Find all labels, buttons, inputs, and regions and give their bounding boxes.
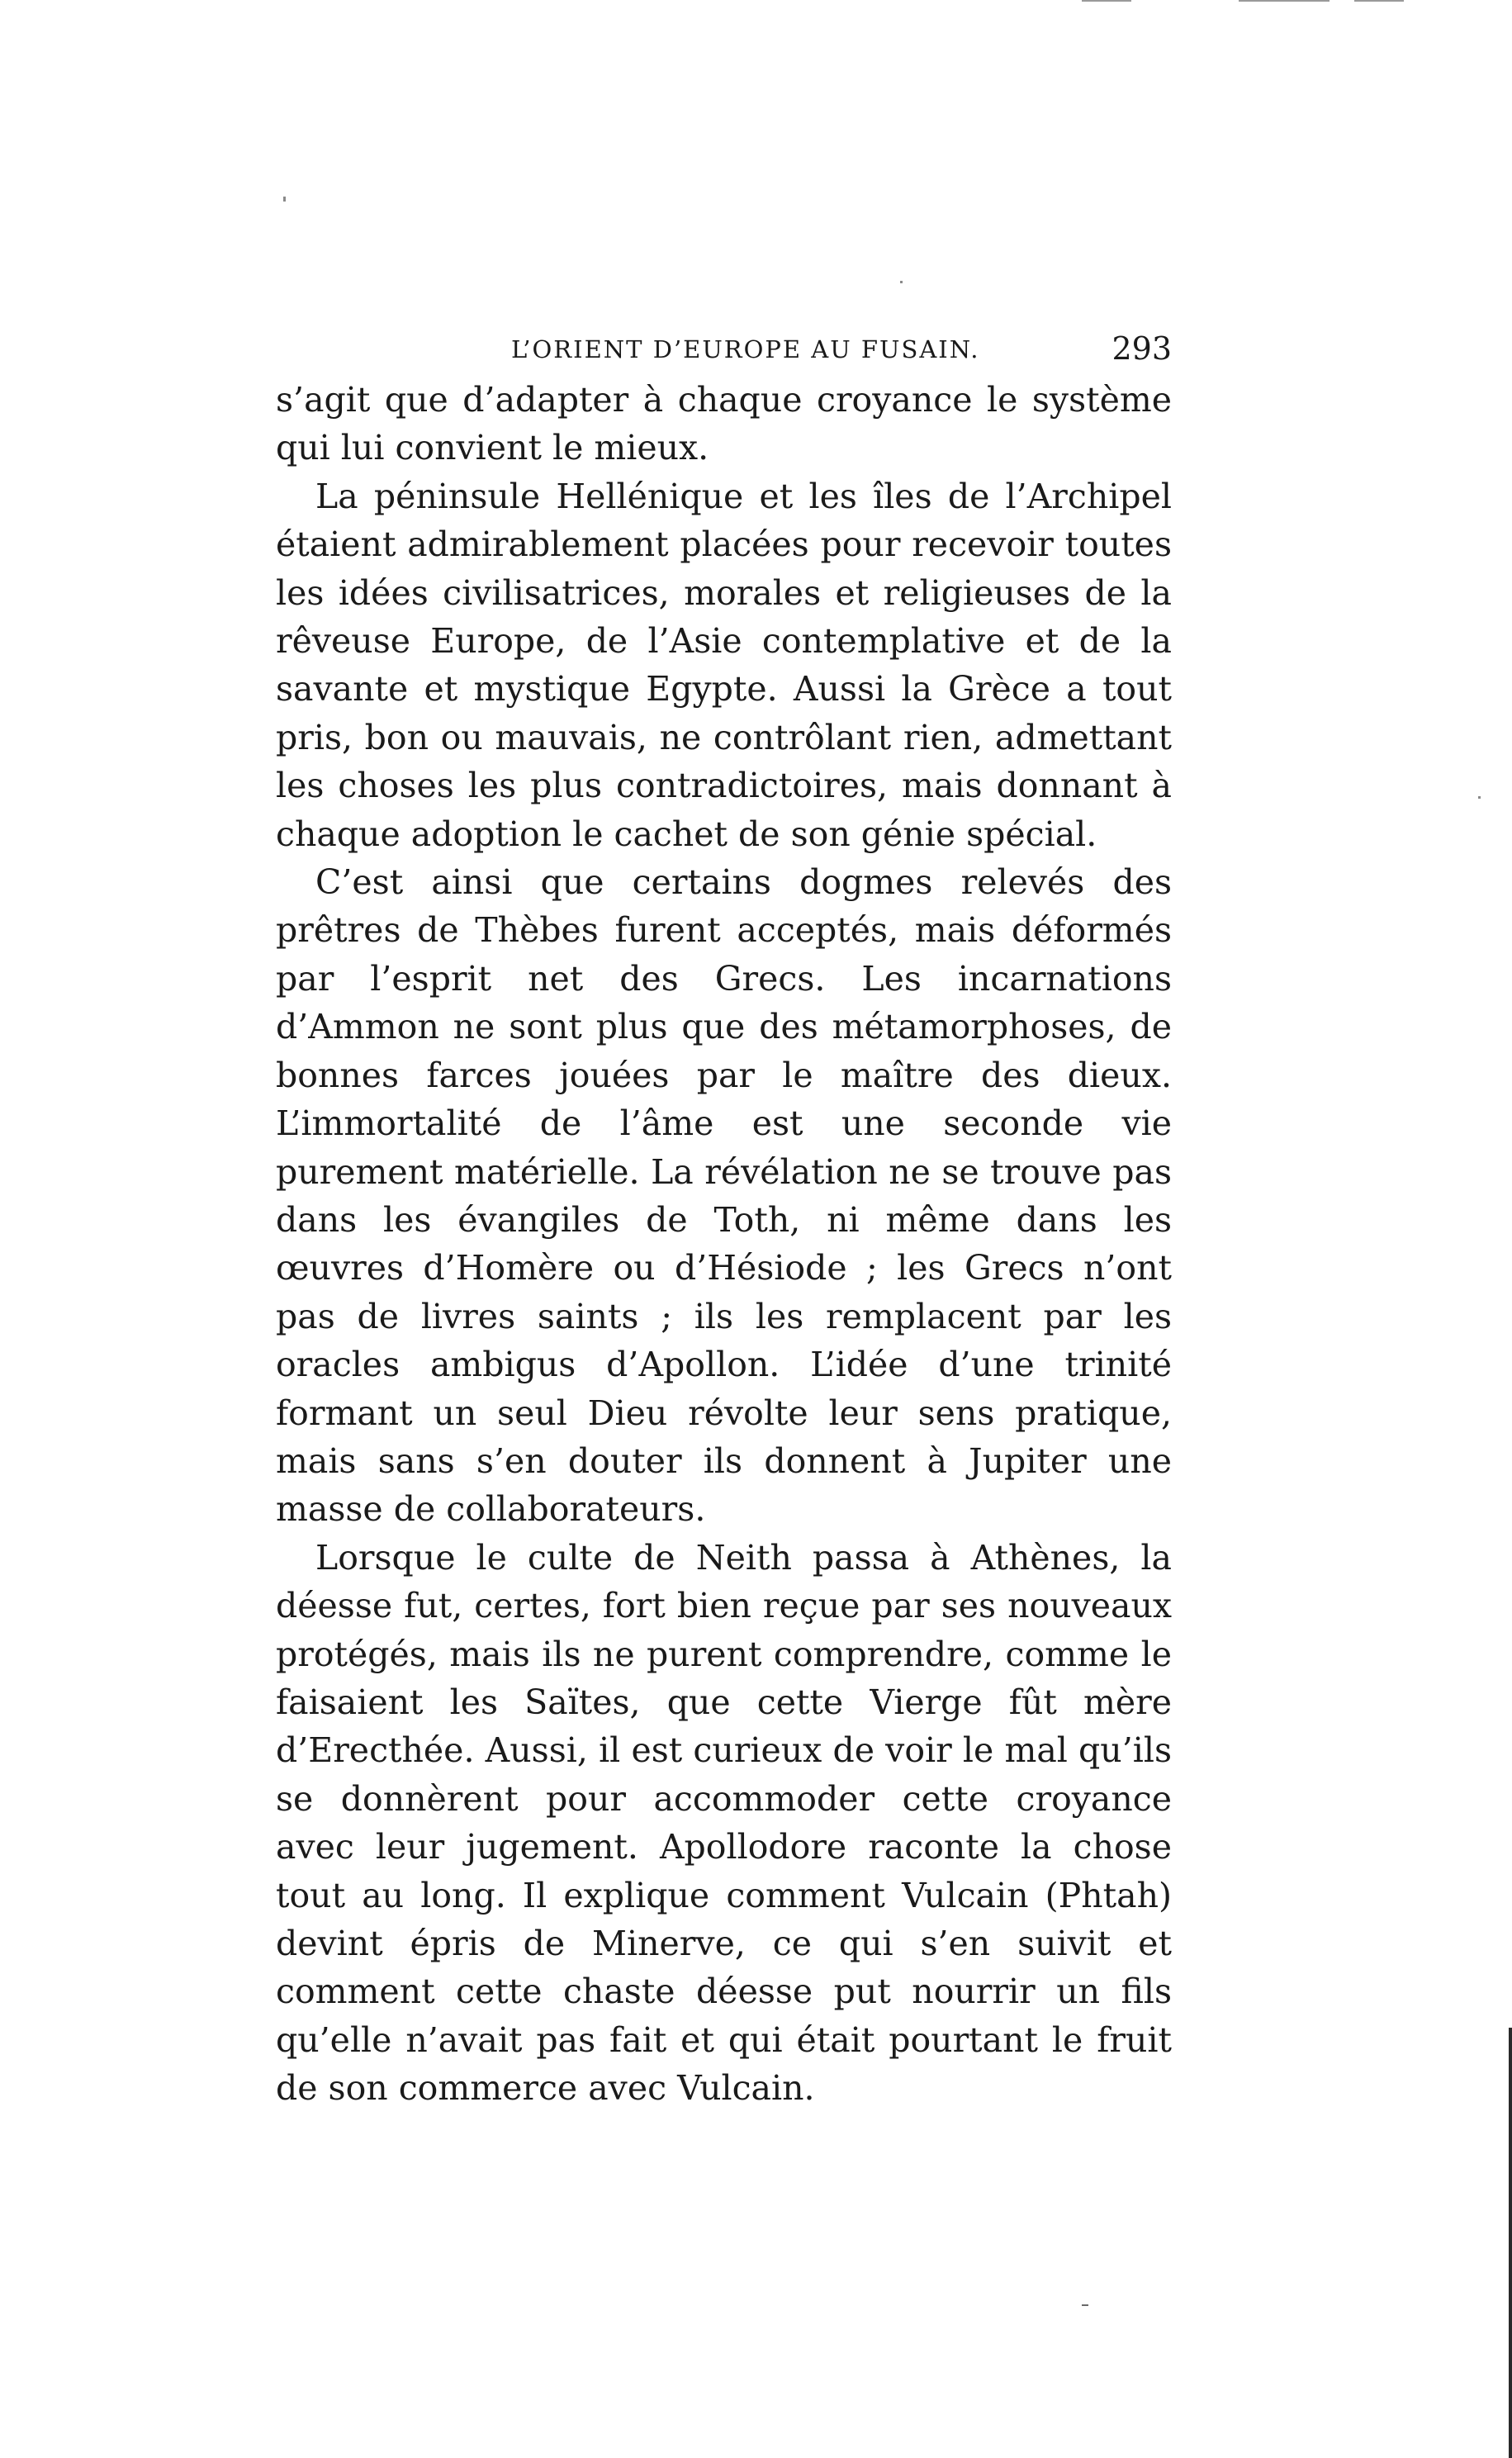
page-number: 293 <box>1111 330 1172 367</box>
running-title: L’ORIENT D’EUROPE AU FUSAIN. <box>511 335 980 363</box>
body-text <box>276 376 1172 2113</box>
page-edge-rule <box>1509 2028 1512 2458</box>
scan-artifact <box>1082 0 1131 2</box>
scan-artifact <box>1082 2304 1088 2306</box>
paragraph: s’agit que d’adapter à chaque croyance le système qui lui convient le mieux. <box>276 380 1172 468</box>
paragraph: La péninsule Hellénique et les îles de l’Archipel étaient admirablement placées pour recevoir toutes les idées civilisatrices, morales et religieuses de la rêveuse Europe, de l’Asie contemplative et de la savante et mystique Egypte. Aussi la Grèce a tout pris, bon ou mauvais, ne contrôlant rien, admettant les choses les plus contradictoires, mais donnant à chaque adoption le cachet de son génie spécial. <box>276 476 1172 854</box>
running-head <box>276 324 1172 370</box>
paragraph: Lorsque le culte de Neith passa à Athènes, la déesse fut, certes, fort bien reçue par ses nouveaux protégés, mais ils ne purent comprendre, comme le faisaient les Saïtes, que cette Vierge fût mère d’Erecthée. Aussi, il est curieux de voir le mal qu’ils se donnèrent pour accommoder cette croyance avec leur jugement. Apollodore raconte la chose tout au long. Il explique comment Vulcain (Phtah) devint épris de Minerve, ce qui s’en suivit et comment cette chaste déesse put nourrir un fils qu’elle n’avait pas fait et qui était pourtant le fruit de son commerce avec Vulcain. <box>276 1537 1172 2109</box>
scan-artifact <box>1354 0 1404 2</box>
scan-artifact <box>1239 0 1330 2</box>
paragraph: C’est ainsi que certains dogmes relevés des prêtres de Thèbes furent acceptés, mais déformés par l’esprit net des Grecs. Les incarnations d’Ammon ne sont plus que des métamorphoses, de bonnes farces jouées par le maître des dieux. L’immortalité de l’âme est une seconde vie purement matérielle. La révélation ne se trouve pas dans les évangiles de Toth, ni même dans les œuvres d’Homère ou d’Hésiode ; les Grecs n’ont pas de livres saints ; ils les remplacent par les oracles ambigus d’Apollon. L’idée d’une trinité formant un seul Dieu révolte leur sens pratique, mais sans s’en douter ils donnent à Jupiter une masse de collaborateurs. <box>276 862 1172 1530</box>
scan-artifact <box>283 197 286 202</box>
scan-artifact <box>900 281 903 283</box>
scan-artifact <box>1478 796 1481 799</box>
